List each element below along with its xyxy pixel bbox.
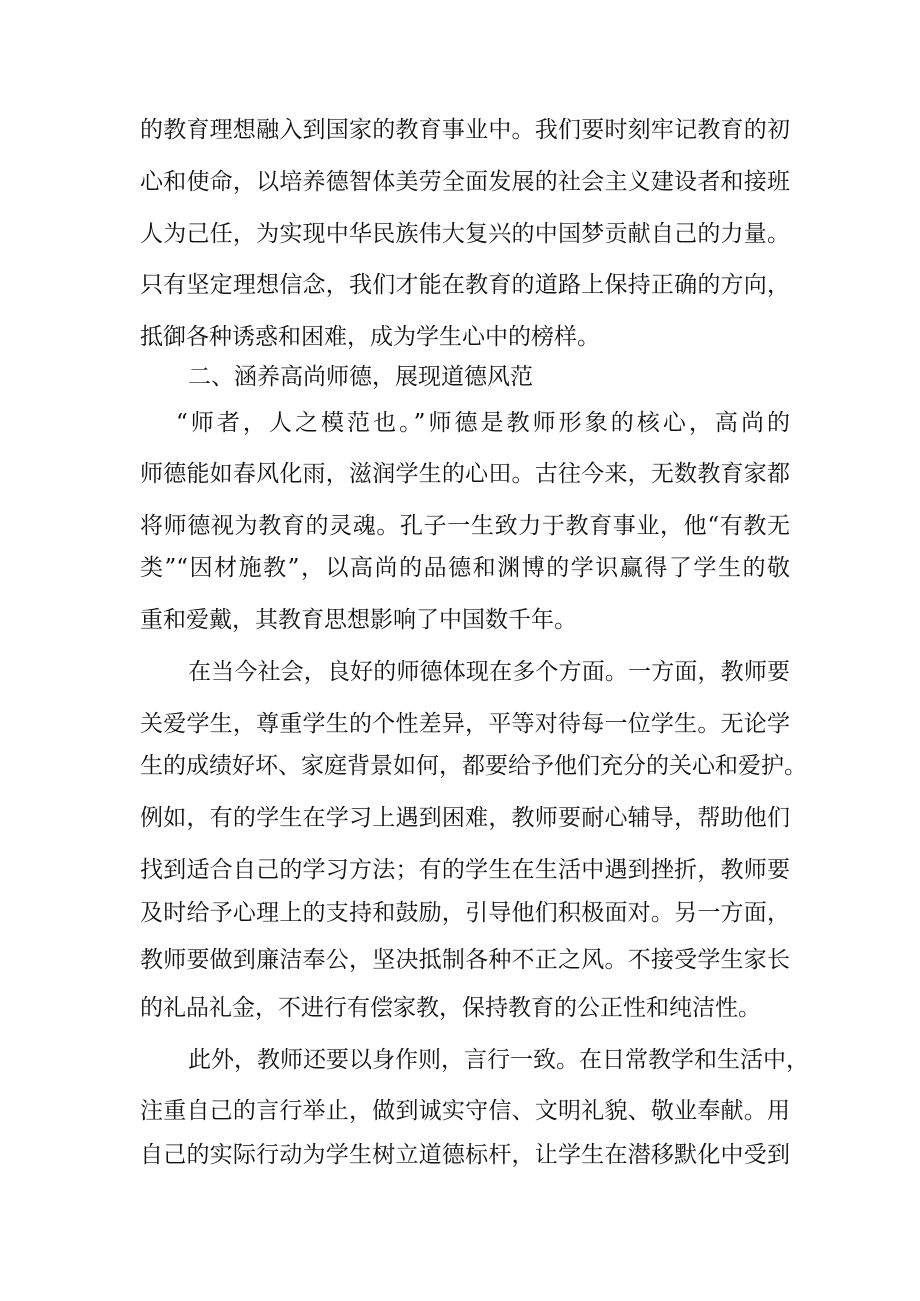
text-line: 重和爱戴，其教育思想影响了中国数千年。 <box>140 607 577 633</box>
text-line: 找到适合自己的学习方法；有的学生在生活中遇到挫折，教师要 <box>140 857 790 883</box>
text-line: 自己的实际行动为学生树立道德标杆，让学生在潜移默化中受到 <box>140 1142 790 1168</box>
text-line: 生的成绩好坏、家庭背景如何，都要给予他们充分的关心和爱护。 <box>140 753 807 779</box>
text-line: 注重自己的言行举止，做到诚实守信、文明礼貌、敬业奉献。用 <box>140 1098 790 1124</box>
text-line: 只有坚定理想信念，我们才能在教育的道路上保持正确的方向， <box>140 272 790 298</box>
text-line: 抵御各种诱惑和困难，成为学生心中的榜样。 <box>140 324 600 350</box>
text-line: 的礼品礼金，不进行有偿家教，保持教育的公正性和纯洁性。 <box>140 995 761 1021</box>
text-line: 类”“因材施教”，以高尚的品德和渊博的学识赢得了学生的敬 <box>140 555 790 581</box>
text-line: 人为己任，为实现中华民族伟大复兴的中国梦贡献自己的力量。 <box>140 221 790 247</box>
text-line: “师者，人之模范也。”师德是教师形象的核心，高尚的 <box>176 410 790 436</box>
text-line: 师德能如春风化雨，滋润学生的心田。古往今来，无数教育家都 <box>140 461 790 487</box>
text-line: 例如，有的学生在学习上遇到困难，教师要耐心辅导，帮助他们 <box>140 805 790 831</box>
text-line: 及时给予心理上的支持和鼓励，引导他们积极面对。另一方面， <box>140 900 790 926</box>
text-line: 关爱学生，尊重学生的个性差异，平等对待每一位学生。无论学 <box>140 711 790 737</box>
text-line: 此外，教师还要以身作则，言行一致。在日常教学和生活中， <box>188 1047 809 1073</box>
text-line: 教师要做到廉洁奉公，坚决抵制各种不正之风。不接受学生家长 <box>140 947 790 973</box>
section-heading: 二、涵养高尚师德，展现道德风范 <box>188 364 533 390</box>
text-line: 的教育理想融入到国家的教育事业中。我们要时刻牢记教育的初 <box>140 117 790 143</box>
text-line: 将师德视为教育的灵魂。孔子一生致力于教育事业，他“有教无 <box>140 513 790 539</box>
text-line: 在当今社会，良好的师德体现在多个方面。一方面，教师要 <box>188 659 790 685</box>
text-line: 心和使命，以培养德智体美劳全面发展的社会主义建设者和接班 <box>140 169 790 195</box>
